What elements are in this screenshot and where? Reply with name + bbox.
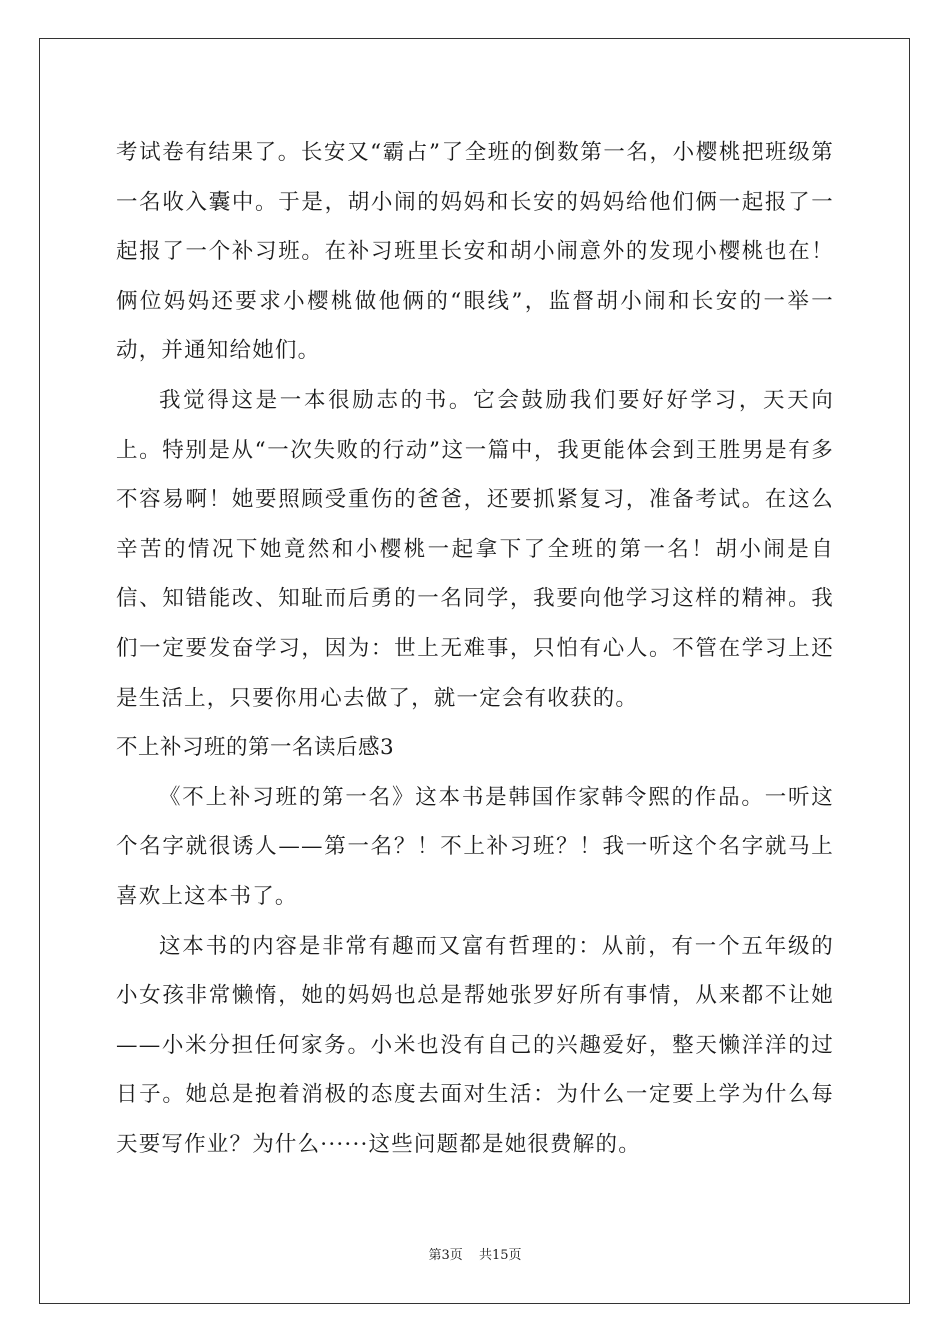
paragraph-1: 考试卷有结果了。长安又“霸占”了全班的倒数第一名，小樱桃把班级第一名收入囊中。于是，胡小闹的妈妈和长安的妈妈给他们俩一起报了一起报了一个补习班。在补习班里长安和胡小闹意外的发现小樱桃也在！俩位妈妈还要求小樱桃做他俩的“眼线”，监督胡小闹和长安的一举一动，并通知给她们。 (116, 140, 834, 364)
document-body (116, 128, 834, 1169)
paragraph-2: 我觉得这是一本很励志的书。它会鼓励我们要好好学习，天天向上。特别是从“一次失败的行动”这一篇中，我更能体会到王胜男是有多不容易啊！她要照顾受重伤的爸爸，还要抓紧复习，准备考试。在这么辛苦的情况下她竟然和小樱桃一起拿下了全班的第一名！胡小闹是自信、知错能改、知耻而后勇的一名同学，我要向他学习这样的精神。我们一定要发奋学习，因为：世上无难事，只怕有心人。不管在学习上还是生活上，只要你用心去做了，就一定会有收获的。 (116, 387, 834, 711)
page-total: 共15页 (478, 1248, 522, 1263)
page-number: 第3页 (428, 1248, 463, 1263)
page-footer (0, 1244, 950, 1263)
paragraph-3: 《不上补习班的第一名》这本书是韩国作家韩令熙的作品。一听这个名字就很诱人——第一名？！不上补习班？！我一听这个名字就马上喜欢上这本书了。 (116, 784, 834, 909)
section-heading: 不上补习班的第一名读后感3 (116, 735, 395, 761)
paragraph-4: 这本书的内容是非常有趣而又富有哲理的：从前，有一个五年级的小女孩非常懒惰，她的妈妈也总是帮她张罗好所有事情，从来都不让她——小米分担任何家务。小米也没有自己的兴趣爱好，整天懒洋洋的过日子。她总是抱着消极的态度去面对生活：为什么一定要上学为什么每天要写作业？为什么······这些问题都是她很费解的。 (116, 933, 834, 1157)
